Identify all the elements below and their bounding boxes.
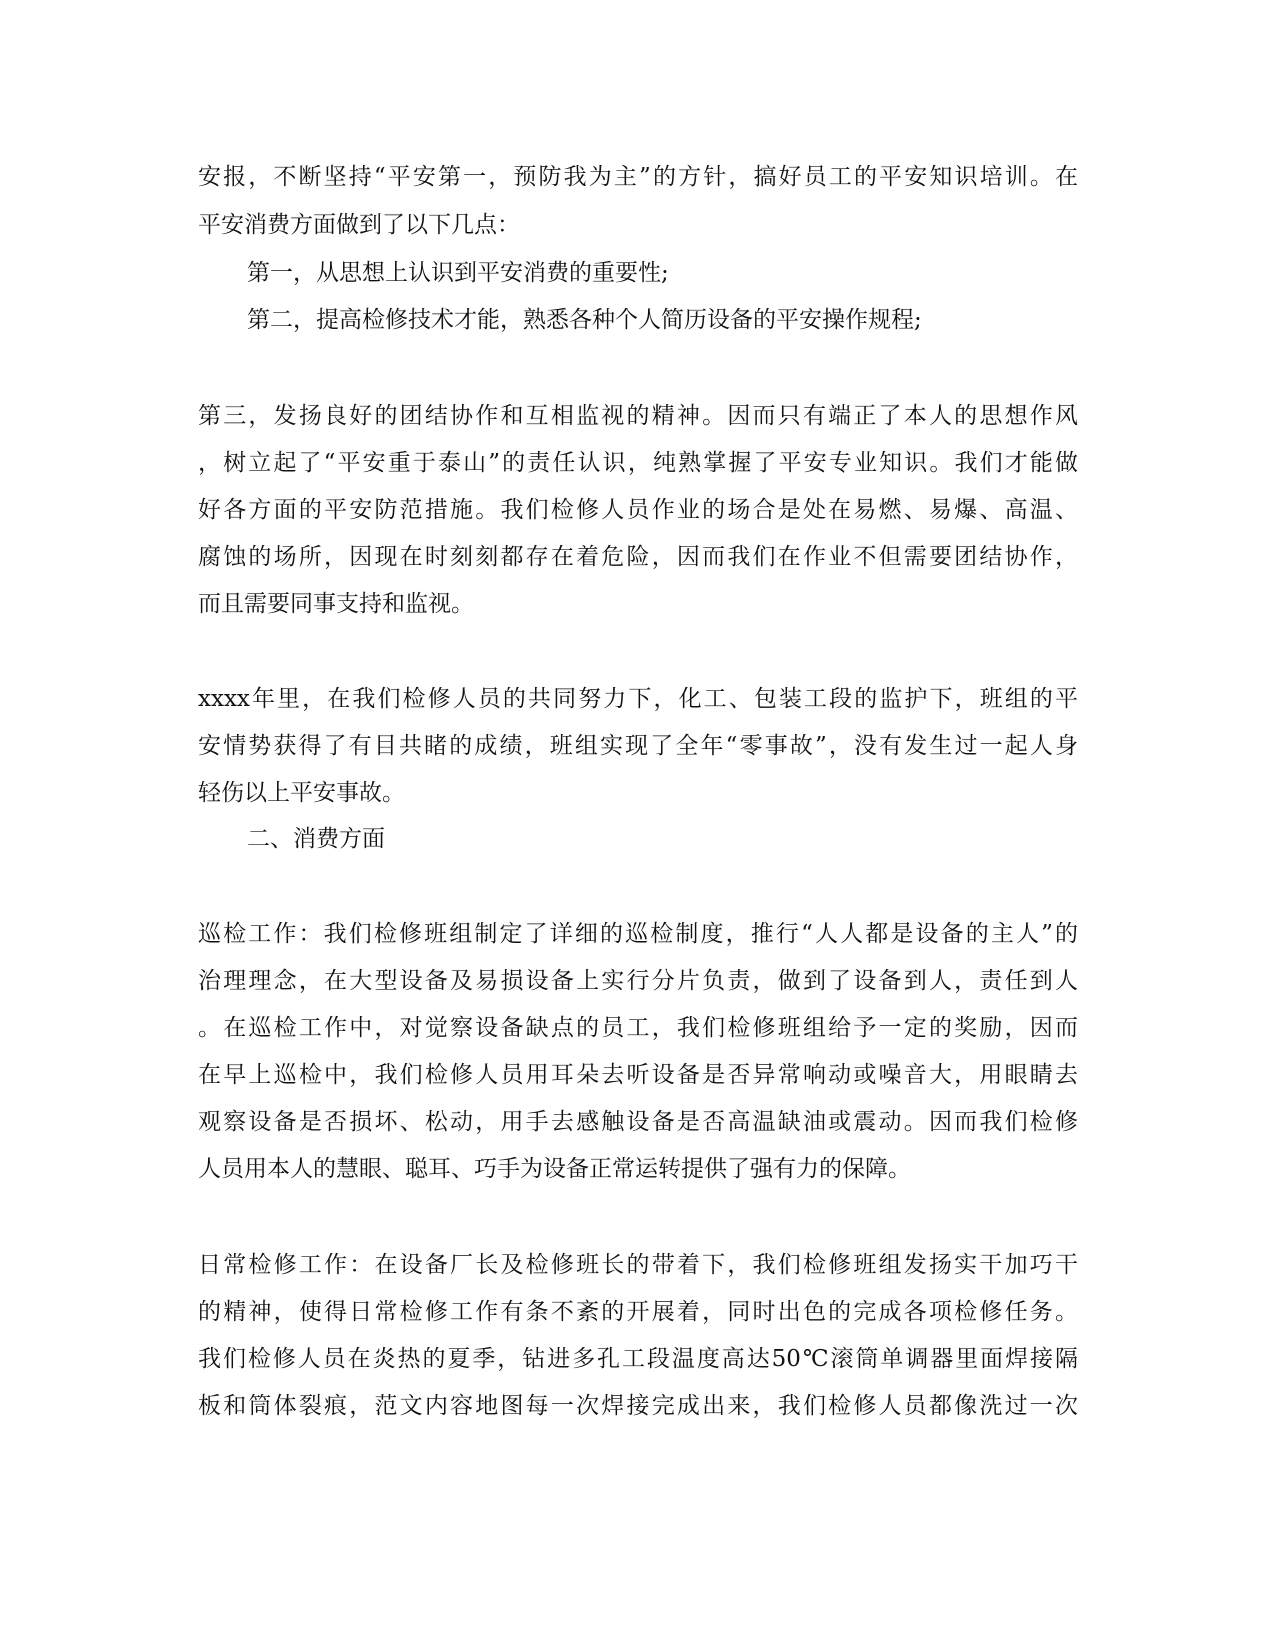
text-line: 在早上巡检中，我们检修人员用耳朵去听设备是否异常响动或噪音大，用眼睛去 (198, 1062, 1078, 1088)
section-heading: 二、消费方面 (247, 826, 385, 852)
text-line: 好各方面的平安防范措施。我们检修人员作业的场合是处在易燃、易爆、高温、 (198, 497, 1078, 523)
text-line: 安情势获得了有目共睹的成绩，班组实现了全年“零事故”，没有发生过一起人身 (198, 733, 1078, 759)
text-line: 。在巡检工作中，对觉察设备缺点的员工，我们检修班组给予一定的奖励，因而 (198, 1015, 1078, 1041)
text-line: 日常检修工作：在设备厂长及检修班长的带着下，我们检修班组发扬实干加巧干 (198, 1252, 1078, 1278)
text-line: 第三，发扬良好的团结协作和互相监视的精神。因而只有端正了本人的思想作风 (198, 403, 1078, 429)
text-line: 人员用本人的慧眼、聪耳、巧手为设备正常运转提供了强有力的保障。 (198, 1156, 911, 1182)
text-line: 治理理念，在大型设备及易损设备上实行分片负责，做到了设备到人，责任到人 (198, 968, 1078, 994)
text-line: 板和筒体裂痕，范文内容地图每一次焊接完成出来，我们检修人员都像洗过一次 (198, 1393, 1078, 1419)
text-line: 观察设备是否损坏、松动，用手去感触设备是否高温缺油或震动。因而我们检修 (198, 1109, 1078, 1135)
text-line: 第一，从思想上认识到平安消费的重要性; (247, 260, 669, 286)
text-line: ，树立起了“平安重于泰山”的责任认识，纯熟掌握了平安专业知识。我们才能做 (198, 450, 1078, 476)
text-line: 的精神，使得日常检修工作有条不紊的开展着，同时出色的完成各项检修任务。 (198, 1299, 1078, 1325)
text-line: 轻伤以上平安事故。 (198, 780, 405, 806)
text-line: 平安消费方面做到了以下几点： (198, 212, 520, 238)
text-line: 我们检修人员在炎热的夏季，钻进多孔工段温度高达50℃滚筒单调器里面焊接隔 (198, 1346, 1078, 1372)
text-line: xxxx年里，在我们检修人员的共同努力下，化工、包装工段的监护下，班组的平 (198, 686, 1078, 712)
text-line: 第二，提高检修技术才能，熟悉各种个人简历设备的平安操作规程; (247, 307, 922, 333)
text-line: 而且需要同事支持和监视。 (198, 591, 474, 617)
text-line: 腐蚀的场所，因现在时刻刻都存在着危险，因而我们在作业不但需要团结协作， (198, 544, 1078, 570)
text-line: 巡检工作：我们检修班组制定了详细的巡检制度，推行“人人都是设备的主人”的 (198, 921, 1078, 947)
text-line: 安报，不断坚持“平安第一，预防我为主”的方针，搞好员工的平安知识培训。在 (198, 164, 1078, 190)
